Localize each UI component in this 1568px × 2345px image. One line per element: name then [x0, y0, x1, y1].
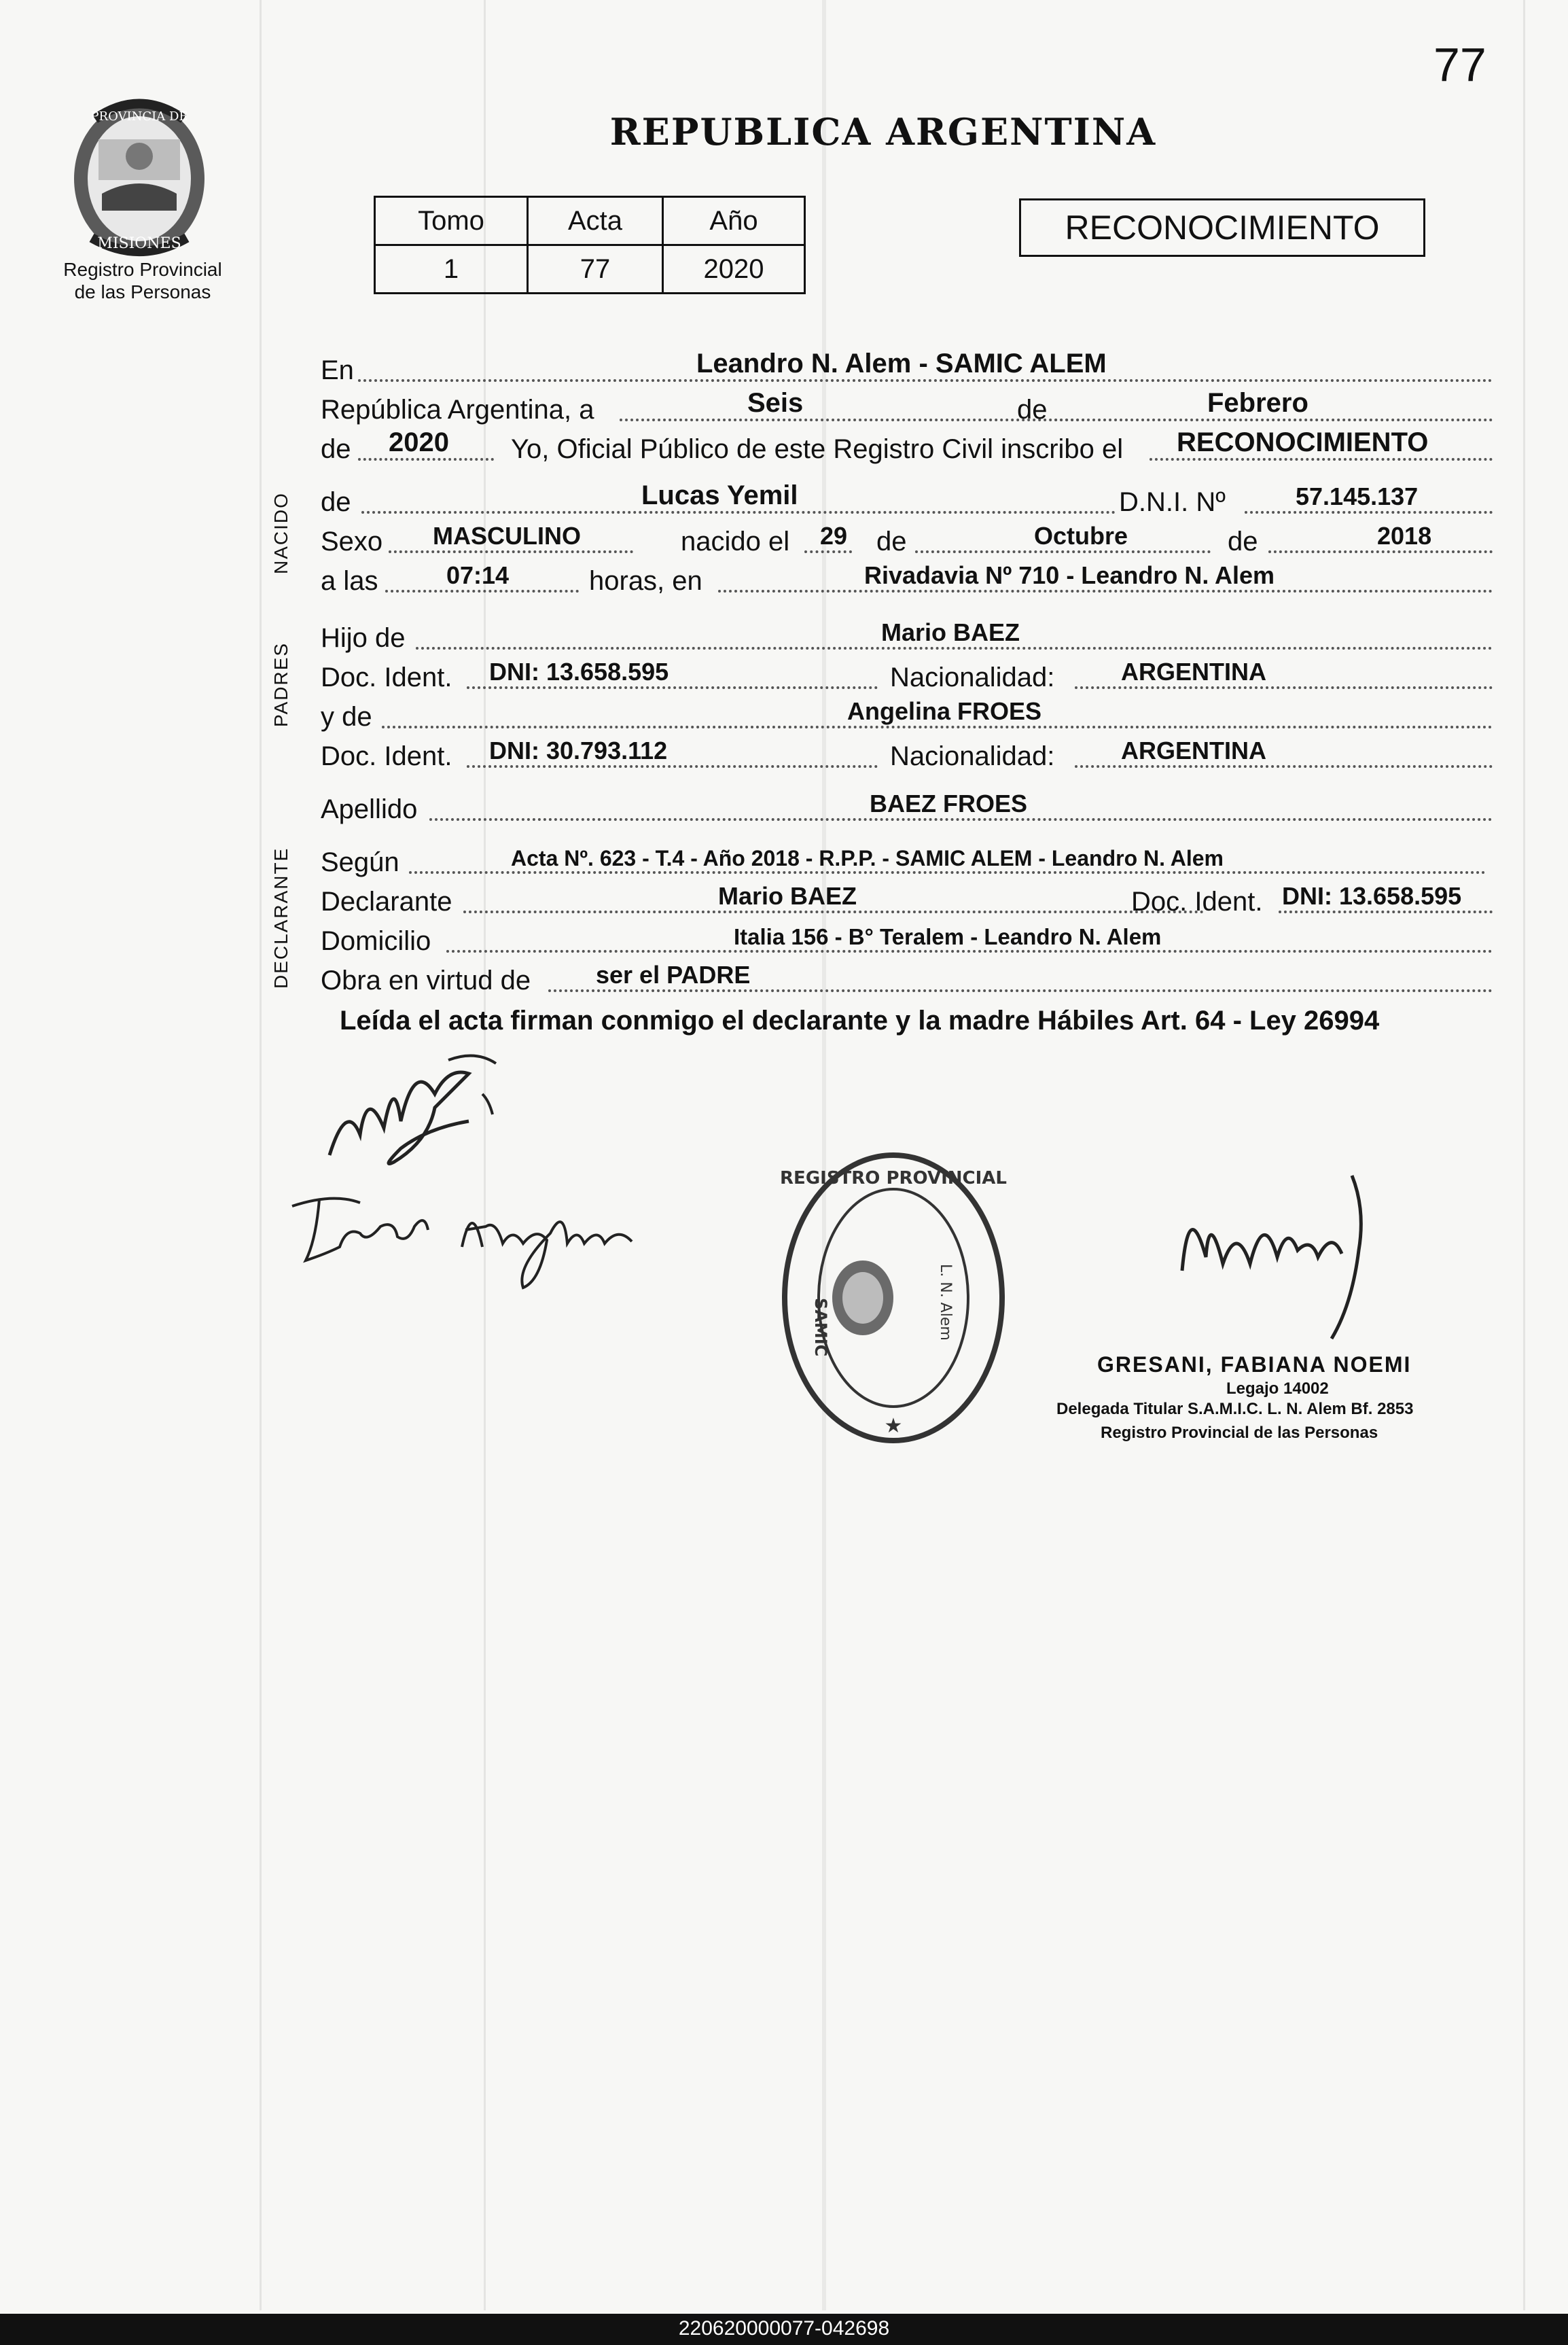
section-label-declarante: DECLARANTE [270, 847, 291, 989]
label-apellido: Apellido [321, 794, 418, 824]
value-birth-year: 2018 [1377, 522, 1432, 550]
reference-header-tomo: Tomo [375, 197, 528, 245]
row-declarante [321, 879, 1493, 917]
footer-code: 220620000077-042698 [678, 2317, 890, 2340]
dotted-line [463, 911, 1204, 913]
dotted-line [1150, 458, 1493, 461]
value-declarante-name: Mario BAEZ [718, 882, 857, 910]
value-inscribo: RECONOCIMIENTO [1177, 427, 1429, 457]
value-registration-day: Seis [747, 388, 804, 418]
document-heading: REPUBLICA ARGENTINA [609, 110, 1157, 154]
row-father-doc [321, 655, 1493, 693]
mother-signature [279, 1179, 673, 1294]
dotted-line [467, 765, 878, 768]
dotted-line [358, 379, 1493, 382]
value-birth-place: Rivadavia Nº 710 - Leandro N. Alem [864, 561, 1275, 589]
label-de-month: de [876, 527, 907, 557]
label-domicilio: Domicilio [321, 926, 431, 956]
value-place-of-registration: Leandro N. Alem - SAMIC ALEM [696, 349, 1107, 378]
reference-header-ano: Año [663, 197, 805, 245]
dotted-line [446, 950, 1493, 953]
reference-value-ano: 2020 [663, 245, 805, 294]
row-obra [321, 958, 1493, 996]
label-doc-ident: Doc. Ident. [1131, 887, 1263, 917]
dotted-line [1075, 686, 1493, 689]
dotted-line [1268, 550, 1493, 553]
dotted-line [1075, 765, 1493, 768]
row-sexo [321, 519, 1493, 557]
row-apellido [321, 787, 1493, 825]
dotted-line [548, 989, 1493, 992]
value-birth-time: 07:14 [446, 561, 510, 589]
dotted-line [358, 458, 494, 461]
value-declarante-doc: DNI: 13.658.595 [1282, 882, 1462, 910]
stamp-ring-text: REGISTRO PROVINCIAL [780, 1168, 1007, 1188]
label-de-name: de [321, 487, 351, 517]
reference-header-acta: Acta [528, 197, 663, 245]
official-title: Delegada Titular S.A.M.I.C. L. N. Alem Bf. 2853 [1056, 1400, 1414, 1418]
dotted-line [361, 511, 1116, 514]
official-legajo: Legajo 14002 [1226, 1379, 1329, 1398]
emblem-text-top: PROVINCIA DE [90, 109, 188, 124]
label-declarante: Declarante [321, 887, 452, 917]
value-child-dni: 57.145.137 [1296, 482, 1419, 510]
registry-stamp [774, 1142, 1012, 1454]
record-type-box: RECONOCIMIENTO [1019, 198, 1425, 257]
stamp-star-icon: ★ [884, 1414, 903, 1438]
label-de: de [1017, 395, 1048, 425]
value-apellido: BAEZ FROES [870, 790, 1028, 817]
dotted-line [382, 726, 1493, 728]
dotted-line [915, 550, 1211, 553]
value-segun: Acta Nº. 623 - T.4 - Año 2018 - R.P.P. - SAMIC ALEM - Leandro N. Alem [511, 846, 1224, 870]
section-label-padres: PADRES [270, 641, 291, 727]
dotted-line [718, 590, 1493, 593]
dotted-line [389, 550, 633, 553]
row-en [321, 348, 1493, 386]
dotted-line [804, 550, 852, 553]
closing-statement: Leída el acta firman conmigo el declarante y la madre Hábiles Art. 64 - Ley 26994 [340, 1006, 1380, 1036]
label-nacionalidad: Nacionalidad: [890, 663, 1055, 692]
label-de-year-birth: de [1228, 527, 1258, 557]
row-domicilio [321, 919, 1493, 957]
row-y-de [321, 694, 1493, 733]
official-signature [1169, 1169, 1386, 1345]
label-horas-en: horas, en [589, 566, 702, 596]
label-sexo: Sexo [321, 527, 383, 557]
value-birth-day: 29 [820, 522, 848, 550]
value-father-name: Mario BAEZ [881, 618, 1020, 646]
value-registration-year: 2020 [389, 427, 449, 457]
label-republica: República Argentina, a [321, 395, 594, 425]
page-number: 77 [1433, 38, 1486, 91]
label-nacionalidad: Nacionalidad: [890, 741, 1055, 771]
logo-caption [27, 258, 258, 303]
label-dni: D.N.I. Nº [1119, 487, 1226, 517]
father-signature [319, 1046, 550, 1182]
value-mother-doc: DNI: 30.793.112 [489, 737, 668, 764]
label-nacido-el: nacido el [681, 527, 790, 557]
label-obra: Obra en virtud de [321, 966, 531, 995]
label-doc-ident: Doc. Ident. [321, 741, 452, 771]
label-de-year: de [321, 434, 351, 464]
reference-value-acta: 77 [528, 245, 663, 294]
stamp-inner-left: SAMIC [811, 1298, 830, 1357]
stamp-inner-right: L. N. Alem [937, 1264, 954, 1341]
value-father-doc: DNI: 13.658.595 [489, 658, 669, 686]
row-segun [321, 840, 1493, 878]
scan-line [1523, 0, 1525, 2310]
value-obra: ser el PADRE [596, 961, 751, 989]
label-inscribo: Yo, Oficial Público de este Registro Civil inscribo el [511, 434, 1124, 464]
dotted-line [467, 686, 878, 689]
reference-value-tomo: 1 [375, 245, 528, 294]
dotted-line [1279, 911, 1493, 913]
emblem-text-bottom: MISIONES [97, 235, 181, 252]
row-a-las [321, 559, 1493, 597]
scan-line [260, 0, 262, 2310]
value-domicilio: Italia 156 - B° Teralem - Leandro N. Alem [734, 924, 1162, 949]
row-nacido-name [321, 480, 1493, 518]
value-mother-nationality: ARGENTINA [1121, 737, 1266, 764]
label-segun: Según [321, 847, 399, 877]
label-y-de: y de [321, 702, 372, 732]
value-registration-month: Febrero [1207, 388, 1308, 418]
dotted-line [385, 590, 579, 593]
section-label-nacido: NACIDO [270, 492, 291, 574]
value-child-name: Lucas Yemil [641, 480, 798, 510]
label-a-las: a las [321, 566, 378, 596]
dotted-line [429, 818, 1493, 821]
value-birth-month: Octubre [1034, 522, 1128, 550]
label-hijo-de: Hijo de [321, 623, 406, 653]
dotted-line [409, 871, 1486, 874]
label-en: En [321, 355, 354, 385]
row-republica [321, 387, 1493, 425]
dotted-line [1245, 511, 1493, 514]
row-mother-doc [321, 734, 1493, 772]
reference-table-header-row [375, 197, 805, 245]
logo-caption-line1: Registro Provincial [63, 259, 222, 280]
value-father-nationality: ARGENTINA [1121, 658, 1266, 686]
reference-table [374, 196, 806, 294]
logo-caption-line2: de las Personas [74, 281, 211, 302]
dotted-line [416, 647, 1493, 650]
row-hijo-de [321, 616, 1493, 654]
label-doc-ident: Doc. Ident. [321, 663, 452, 692]
official-name: GRESANI, FABIANA NOEMI [1097, 1352, 1412, 1377]
official-registry: Registro Provincial de las Personas [1101, 1424, 1378, 1442]
dotted-line [620, 419, 1085, 421]
reference-table-value-row [375, 245, 805, 294]
dotted-line [1054, 419, 1493, 421]
row-inscribo [321, 427, 1493, 465]
value-mother-name: Angelina FROES [847, 697, 1042, 725]
value-sexo: MASCULINO [433, 522, 581, 550]
